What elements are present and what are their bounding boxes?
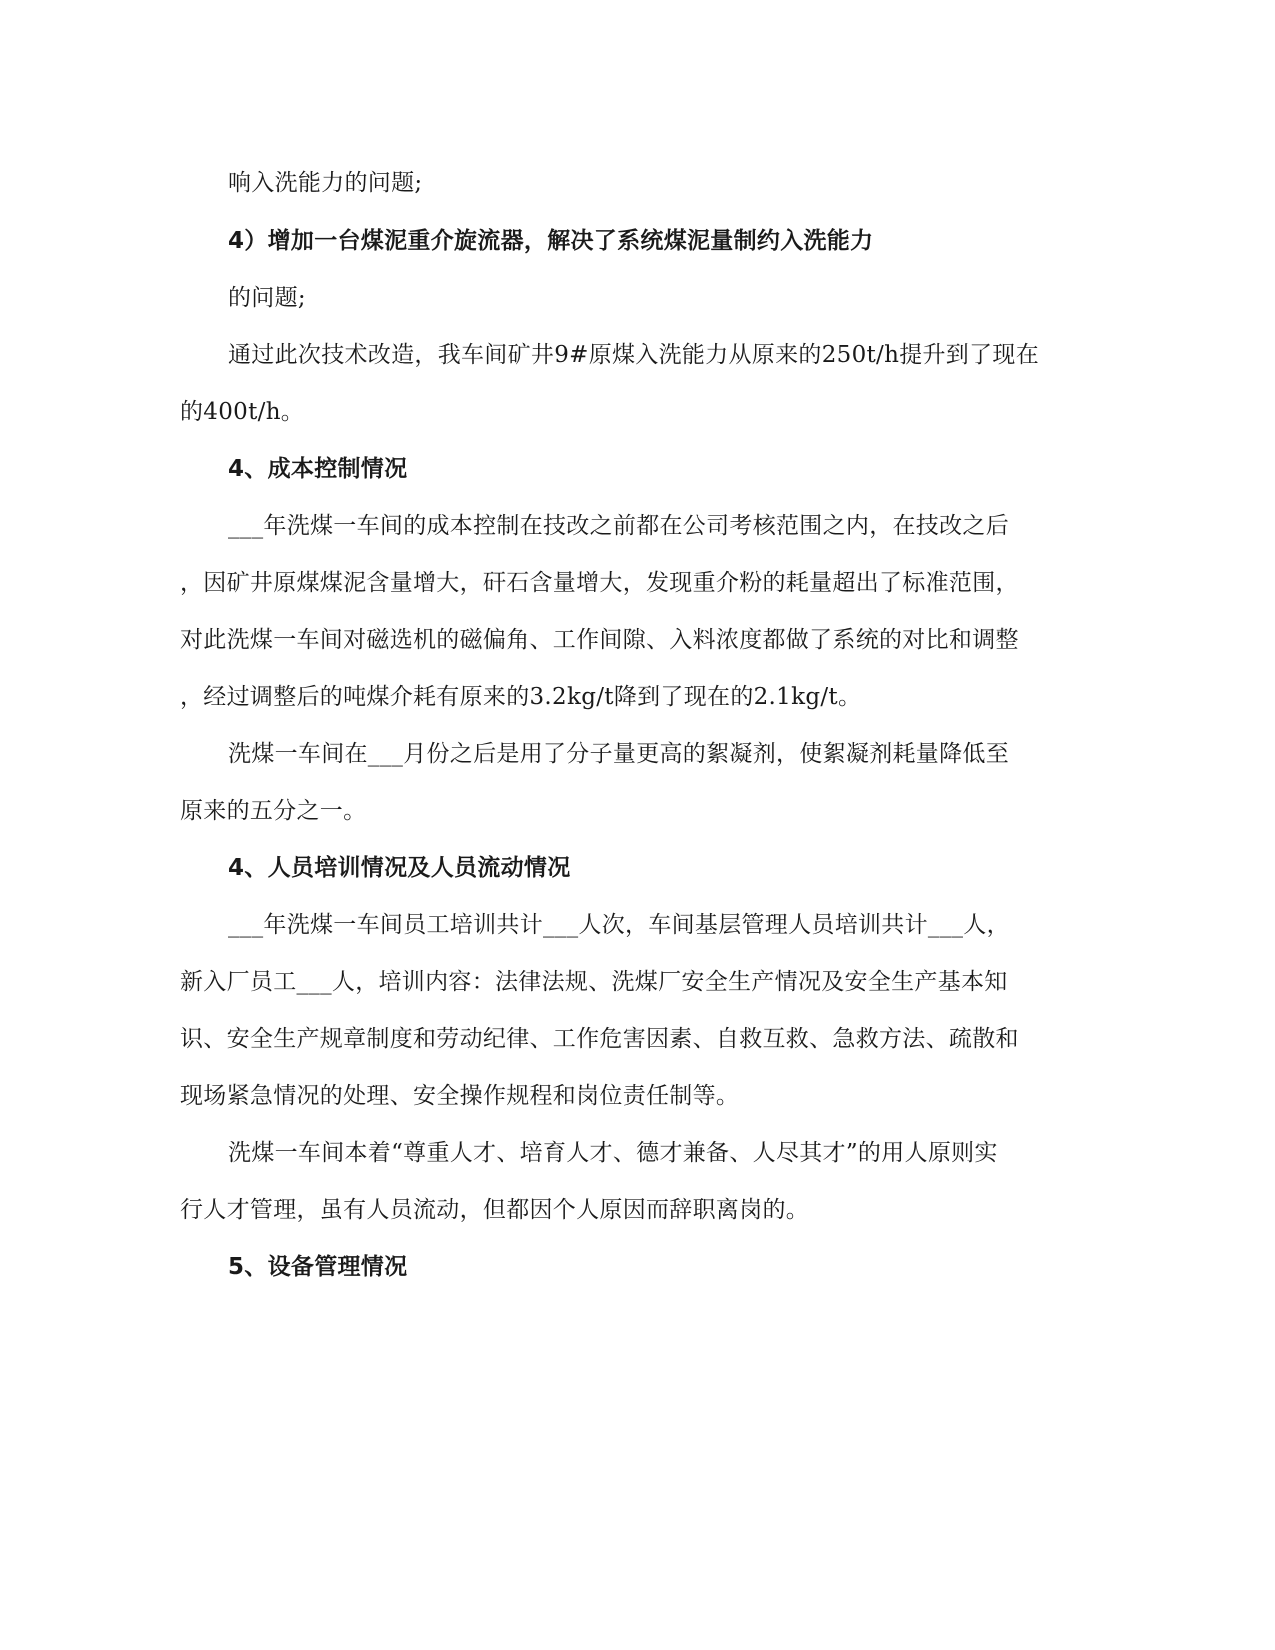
- text-line: 通过此次技术改造，我车间矿井9#原煤入洗能力从原来的250t/h提升到了现在: [228, 342, 1040, 368]
- text-line: 对此洗煤一车间对磁选机的磁偏角、工作间隙、入料浓度都做了系统的对比和调整: [180, 627, 1019, 653]
- section-heading: 5、设备管理情况: [228, 1254, 408, 1280]
- text-line: 现场紧急情况的处理、安全操作规程和岗位责任制等。: [180, 1083, 740, 1109]
- text-line: 原来的五分之一。: [180, 798, 367, 824]
- text-line: 行人才管理，虽有人员流动，但都因个人原因而辞职离岗的。: [180, 1197, 810, 1223]
- text-line: ___年洗煤一车间员工培训共计___人次，车间基层管理人员培训共计___人，: [228, 912, 1010, 938]
- section-heading: 4、人员培训情况及人员流动情况: [228, 855, 571, 881]
- section-heading: 4、成本控制情况: [228, 456, 408, 482]
- text-line: ，因矿井原煤煤泥含量增大，矸石含量增大，发现重介粉的耗量超出了标准范围，: [180, 570, 1019, 596]
- text-line: 响入洗能力的问题;: [228, 170, 423, 196]
- text-line: ___年洗煤一车间的成本控制在技改之前都在公司考核范围之内，在技改之后: [228, 513, 1009, 539]
- text-line: 洗煤一车间本着“尊重人才、培育人才、德才兼备、人尽其才”的用人原则实: [228, 1140, 998, 1166]
- text-line: 新入厂员工___人，培训内容：法律法规、洗煤厂安全生产情况及安全生产基本知: [180, 969, 1008, 995]
- text-line: 的400t/h。: [180, 399, 305, 425]
- text-line: 洗煤一车间在___月份之后是用了分子量更高的絮凝剂，使絮凝剂耗量降低至: [228, 741, 1009, 767]
- list-item-heading: 4）增加一台煤泥重介旋流器，解决了系统煤泥量制约入洗能力: [228, 228, 874, 254]
- text-line: 识、安全生产规章制度和劳动纪律、工作危害因素、自救互救、急救方法、疏散和: [180, 1026, 1019, 1052]
- text-line: 的问题;: [228, 285, 306, 311]
- text-line: ，经过调整后的吨煤介耗有原来的3.2kg/t降到了现在的2.1kg/t。: [180, 684, 862, 710]
